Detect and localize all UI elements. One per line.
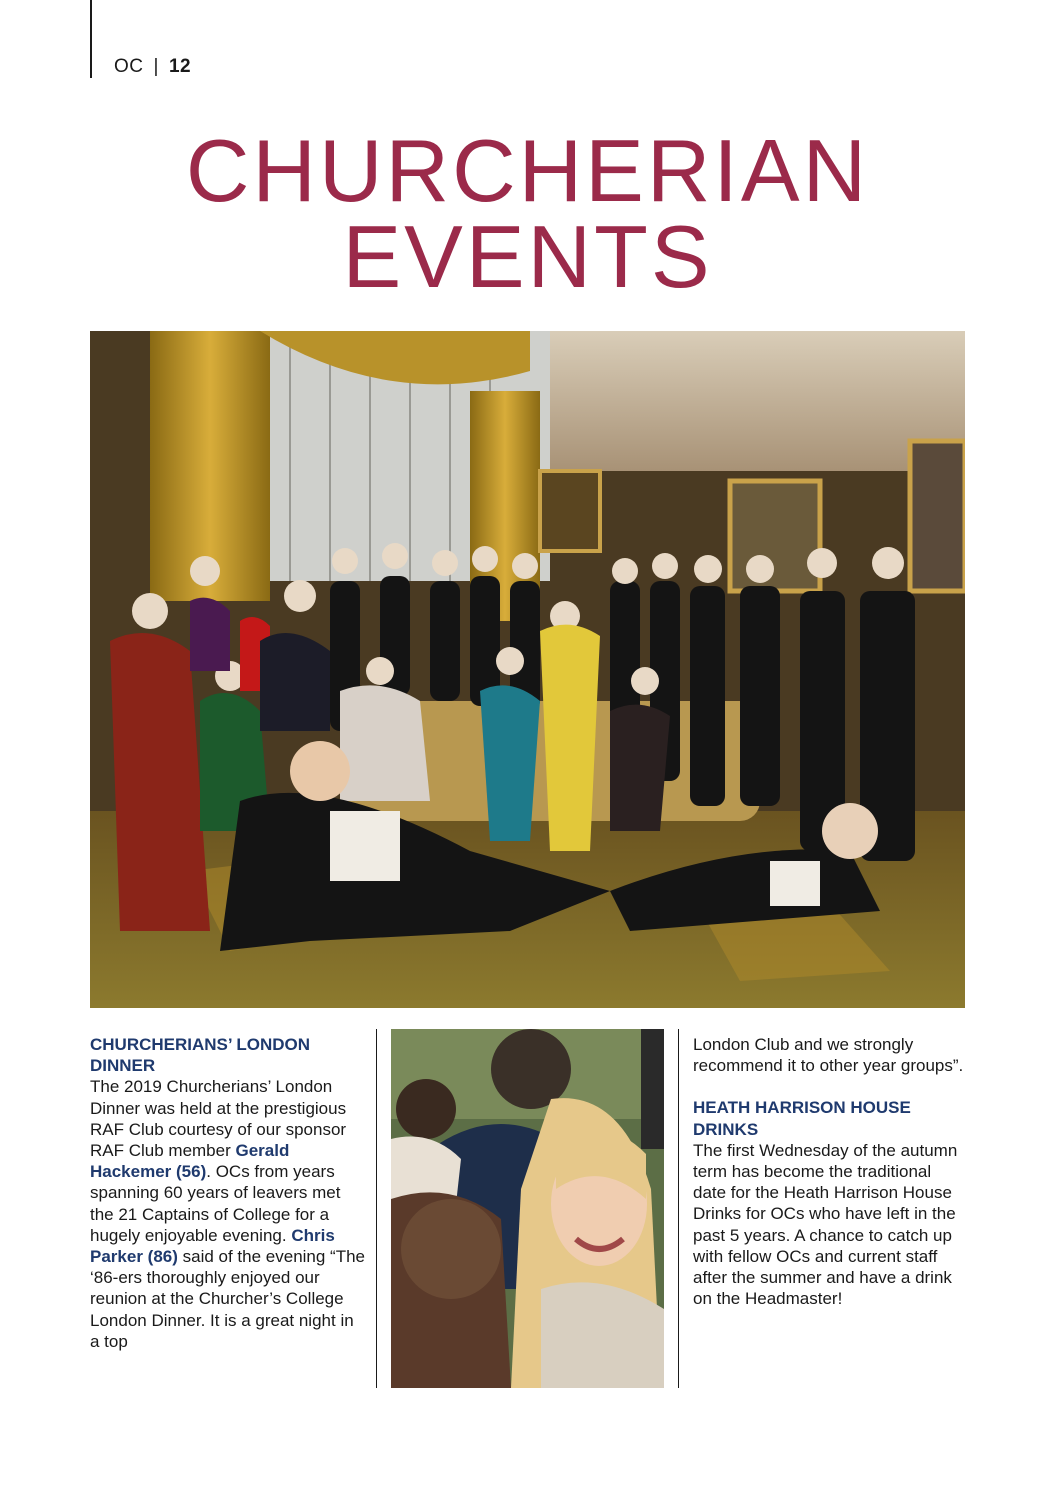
article-text-1: The 2019 Churcherians’ London Dinner was held at the prestigious RAF Club courtesy of our sponsor RAF Club member — [90, 1077, 347, 1161]
drinks-photo — [391, 1029, 664, 1388]
header-separator: | — [153, 56, 159, 77]
title-line-2: EVENTS — [342, 207, 713, 306]
title-line-1: CHURCHERIAN — [185, 121, 870, 220]
article-london-dinner — [90, 1034, 365, 1352]
page-title — [0, 121, 1055, 306]
person-name-chris-parker: Chris Parker (86) — [90, 1225, 335, 1267]
article-body-london-dinner — [90, 1076, 365, 1352]
group-photo-illustration — [90, 331, 965, 1008]
header-rule — [90, 0, 92, 78]
column-divider-left — [376, 1029, 377, 1388]
person-name-gerald-hackemer: Gerald Hackemer (56) — [90, 1141, 290, 1182]
article-body-heath-harrison: The first Wednesday of the autumn term has become the traditional date for the Heath Harrison House Drinks for OCs who have left in the past 5 years. A chance to catch up with fellow OCs and current staff after the summer and have a drink on the Headmaster! — [693, 1140, 958, 1309]
article-continuation-london-dinner: London Club and we strongly recommend it to other year groups”. — [693, 1035, 964, 1076]
column-divider-right — [678, 1029, 679, 1388]
article-heading-london-dinner: CHURCHERIANS’ LONDON DINNER — [90, 1035, 311, 1076]
page-header — [114, 56, 191, 78]
section-label: OC — [114, 56, 144, 77]
article-text-2: . OCs from years spanning 60 years of leavers met the 21 Captains of College for a hugely enjoyable evening. — [90, 1162, 341, 1245]
group-photo — [90, 331, 965, 1008]
article-heading-heath-harrison: HEATH HARRISON HOUSE DRINKS — [693, 1098, 911, 1139]
article-text-3: said of the evening “The ‘86-ers thoroughly enjoyed our reunion at the Churcher’s College London Dinner. It is a great night in a top — [90, 1247, 366, 1351]
paragraph-gap — [693, 1076, 968, 1097]
article-column-right — [693, 1034, 968, 1309]
drinks-photo-illustration — [391, 1029, 664, 1388]
page-number: 12 — [168, 56, 192, 77]
